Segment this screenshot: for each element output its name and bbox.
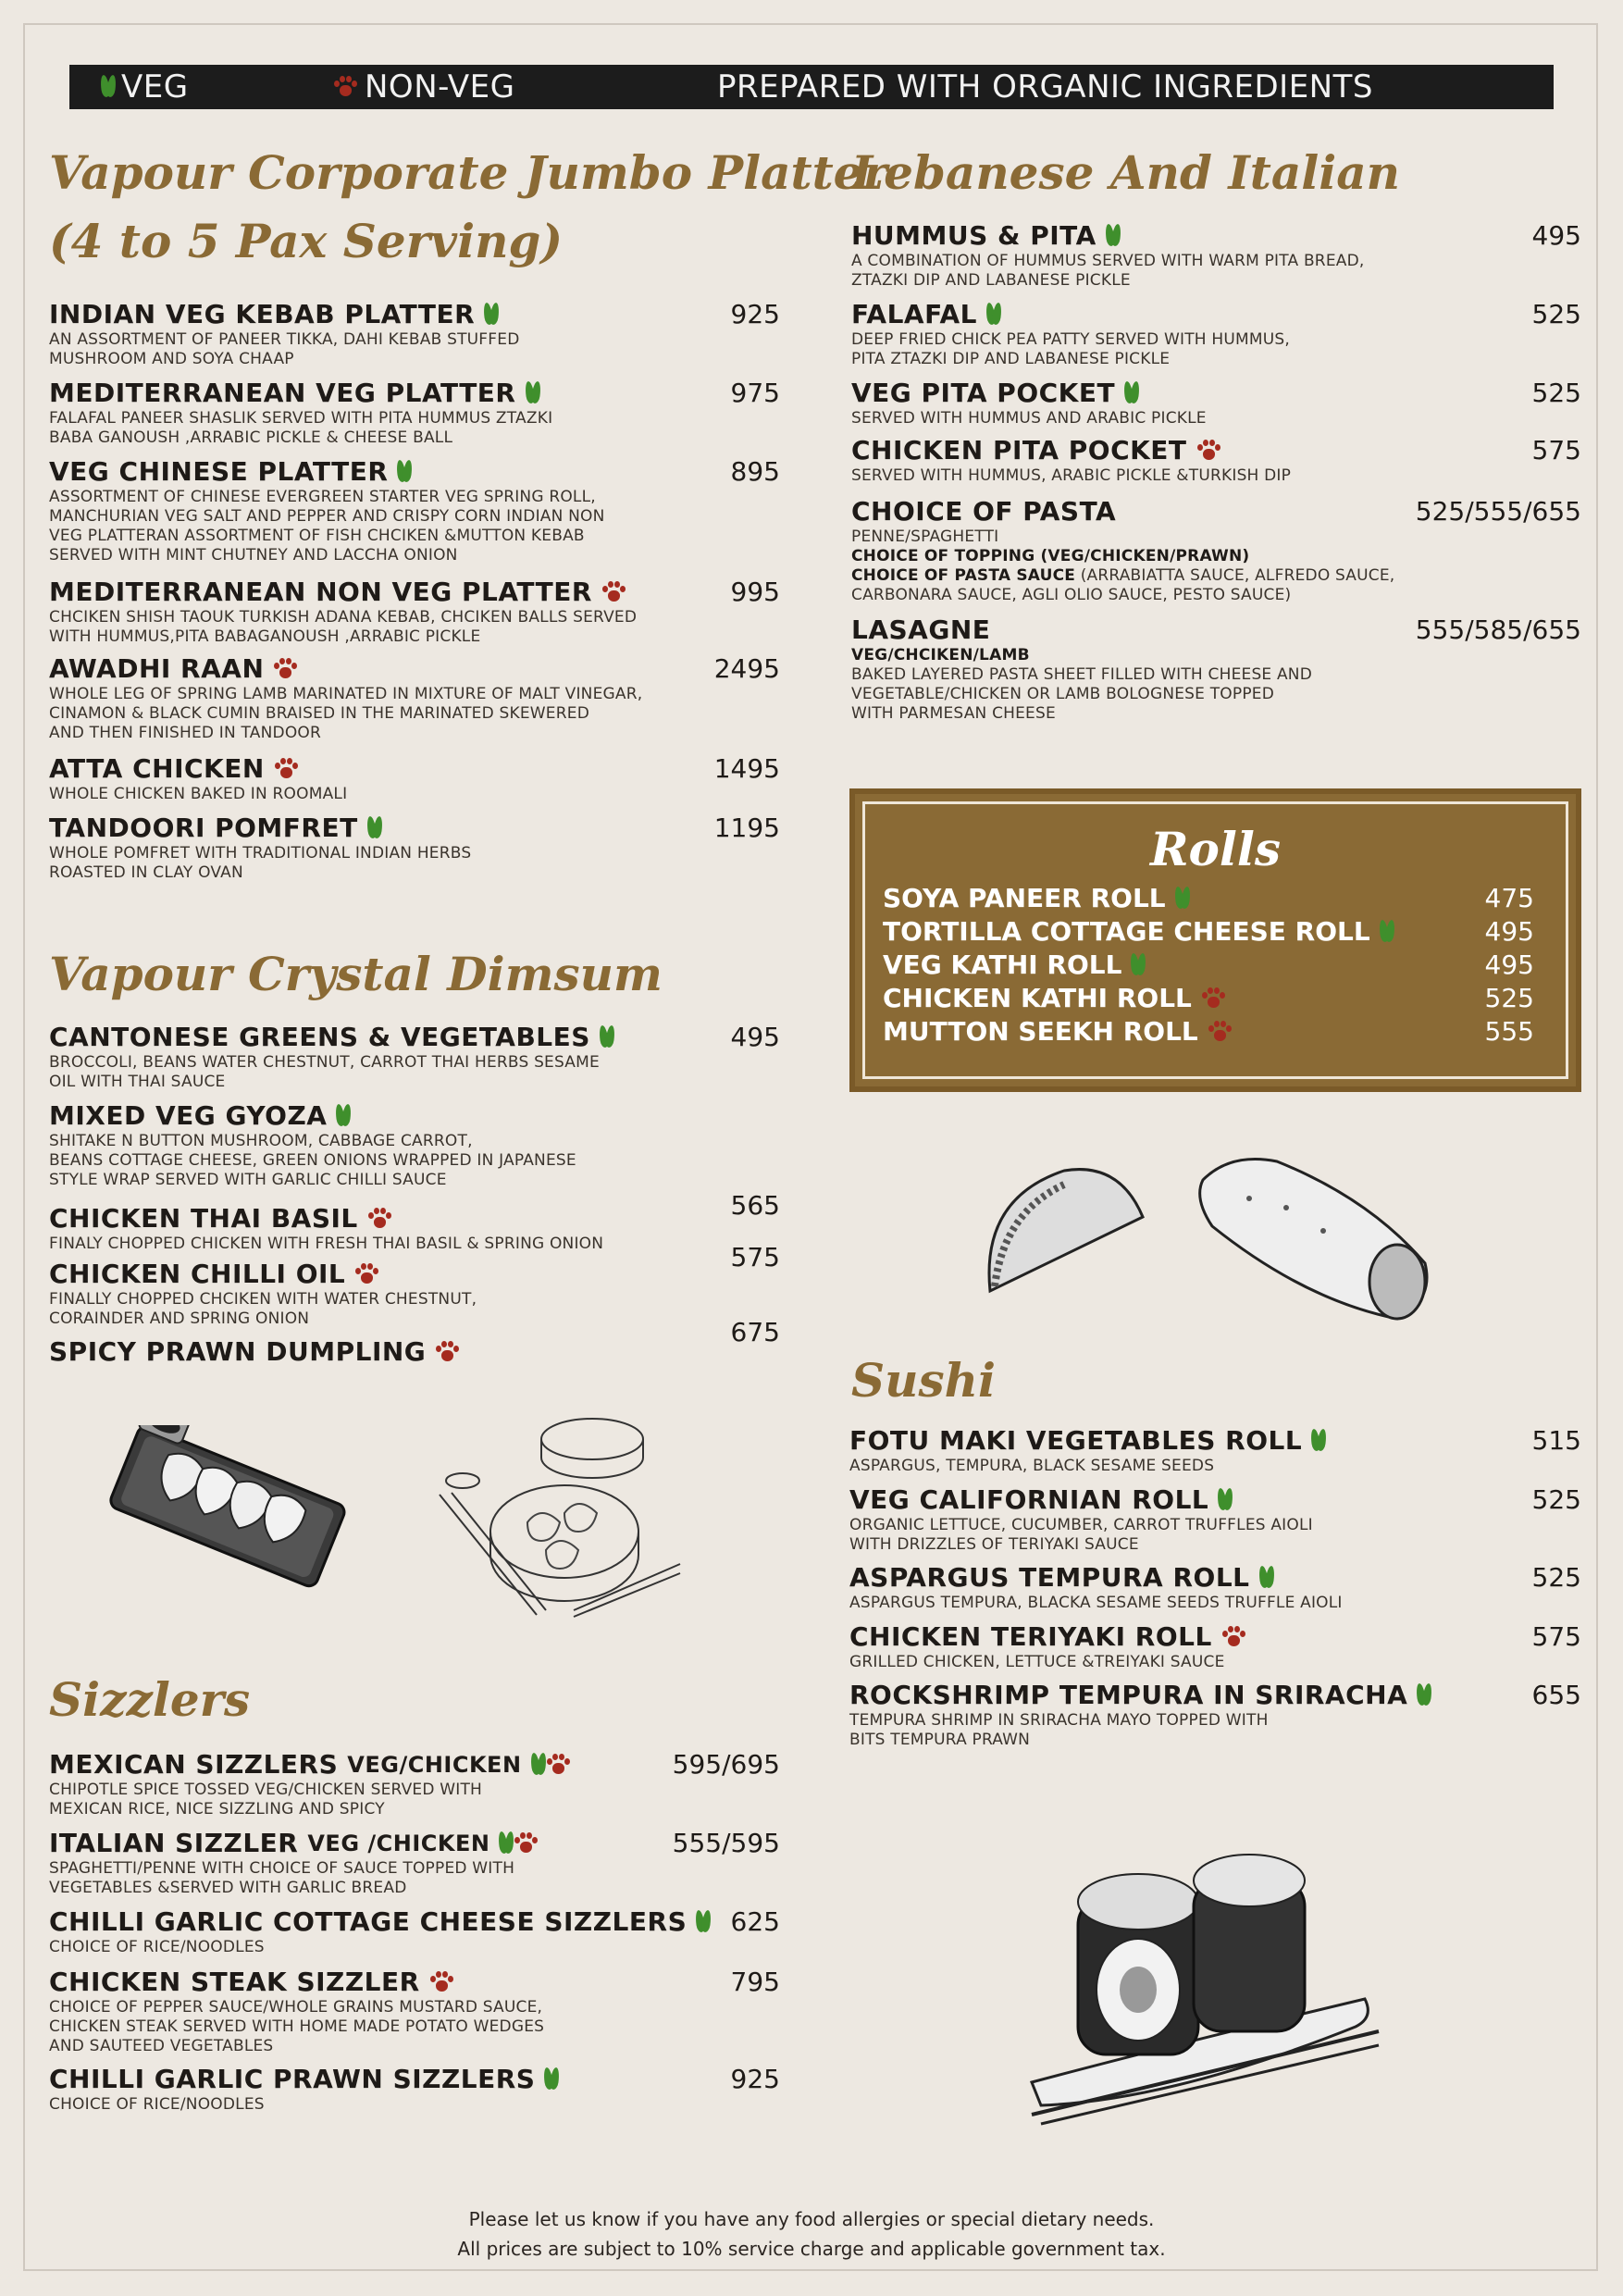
veg-leaf-icon xyxy=(526,381,539,405)
veg-leaf-icon xyxy=(367,816,380,840)
legend-bar xyxy=(69,65,1554,109)
item-description: CHICKEN STEAK SERVED WITH HOME MADE POTATO WEDGES xyxy=(49,2017,545,2036)
roll-row xyxy=(883,983,1534,1016)
veg-leaf-icon xyxy=(1106,224,1119,248)
footer-allergy-note: Please let us know if you have any food allergies or special dietary needs. xyxy=(468,2208,1155,2230)
item-name-text: CANTONESE GREENS & VEGETABLES xyxy=(49,1022,590,1052)
lebanese-title: Lebanese And Italian xyxy=(851,145,1400,200)
veg-leaf-icon xyxy=(1380,920,1393,944)
item-description: SHITAKE N BUTTON MUSHROOM, CABBAGE CARROT, xyxy=(49,1132,473,1150)
item-price: 675 xyxy=(730,1317,780,1347)
item-name xyxy=(49,378,552,409)
item-price: 995 xyxy=(730,577,780,607)
item-description: SERVED WITH MINT CHUTNEY AND LACCHA ONION xyxy=(49,546,458,565)
menu-item xyxy=(849,1484,1313,1555)
veg-leaf-icon xyxy=(600,1025,613,1049)
item-name xyxy=(49,577,637,608)
item-description: VEG PLATTERAN ASSORTMENT OF FISH CHCIKEN &MUTTON KEBAB xyxy=(49,527,585,545)
item-name-text: FALAFAL xyxy=(851,299,978,329)
nonveg-paw-icon xyxy=(1196,439,1220,463)
item-name-text: MIXED VEG GYOZA xyxy=(49,1100,328,1131)
item-name xyxy=(49,813,471,844)
jumbo-title-line1: Vapour Corporate Jumbo Platter xyxy=(49,145,887,200)
item-name-text: VEG PITA POCKET xyxy=(851,378,1116,408)
roll-price: 475 xyxy=(1484,883,1534,913)
menu-item xyxy=(49,299,520,369)
nonveg-paw-icon xyxy=(546,1753,570,1777)
item-description: BAKED LAYERED PASTA SHEET FILLED WITH CHEESE AND xyxy=(851,665,1313,684)
item-name-text: VEG CHINESE PLATTER xyxy=(49,456,389,487)
dimsum-basket-illustration xyxy=(435,1402,685,1624)
item-price: 595/695 xyxy=(672,1749,780,1780)
menu-item xyxy=(851,435,1291,486)
item-price: 625 xyxy=(730,1906,780,1937)
item-description: CHOICE OF RICE/NOODLES xyxy=(49,2095,265,2114)
menu-item xyxy=(849,1621,1245,1672)
roll-name-text: VEG KATHI ROLL xyxy=(883,949,1122,980)
tagline xyxy=(717,68,1373,105)
item-variant: VEG/CHCIKEN/LAMB xyxy=(851,646,1030,664)
item-name-text: CHILLI GARLIC PRAWN SIZZLERS xyxy=(49,2064,536,2094)
item-description: ZTAZKI DIP AND LABANESE PICKLE xyxy=(851,271,1131,290)
item-price: 925 xyxy=(730,299,780,329)
menu-item xyxy=(849,1680,1430,1750)
item-name-text: LASAGNE xyxy=(851,614,991,645)
nonveg-paw-icon xyxy=(429,1970,453,1994)
item-price: 555/585/655 xyxy=(1415,614,1581,645)
item-description: A COMBINATION OF HUMMUS SERVED WITH WARM PITA BREAD, xyxy=(851,252,1365,270)
item-name xyxy=(849,1562,1343,1594)
item-name xyxy=(49,1259,477,1290)
item-description: GRILLED CHICKEN, LETTUCE &TREIYAKI SAUCE xyxy=(849,1653,1225,1671)
item-name-text: MEDITERRANEAN NON VEG PLATTER xyxy=(49,577,592,607)
item-name-text: CHILLI GARLIC COTTAGE CHEESE SIZZLERS xyxy=(49,1906,688,1937)
item-name-text: CHICKEN STEAK SIZZLER xyxy=(49,1967,420,1997)
item-price: 575 xyxy=(1531,435,1581,465)
veg-leaf-icon xyxy=(336,1104,349,1128)
item-price: 2495 xyxy=(713,653,780,684)
item-sauce-text: (ARRABIATTA SAUCE, ALFREDO SAUCE, xyxy=(1075,566,1395,585)
item-name xyxy=(851,378,1207,409)
roll-name-text: MUTTON SEEKH ROLL xyxy=(883,1016,1198,1047)
item-description: FINALY CHOPPED CHICKEN WITH FRESH THAI BASIL & SPRING ONION xyxy=(49,1235,604,1253)
item-variant: VEG /CHICKEN xyxy=(307,1831,490,1856)
menu-item xyxy=(851,496,1394,605)
roll-row xyxy=(883,949,1534,983)
nonveg-paw-icon xyxy=(273,657,297,681)
rolls-box xyxy=(849,788,1581,1092)
item-name xyxy=(49,1749,570,1781)
veg-leaf-icon xyxy=(484,303,497,327)
veg-leaf-icon xyxy=(531,1753,544,1777)
menu-item xyxy=(49,577,637,647)
item-price: 525 xyxy=(1531,1562,1581,1593)
sizzlers-title: Sizzlers xyxy=(49,1672,251,1727)
item-description: BITS TEMPURA PRAWN xyxy=(849,1731,1031,1749)
item-price: 1495 xyxy=(713,753,780,784)
sushi-title: Sushi xyxy=(851,1353,996,1408)
menu-item xyxy=(49,1749,570,1819)
tagline-text: PREPARED WITH ORGANIC INGREDIENTS xyxy=(717,68,1373,105)
item-name-text: INDIAN VEG KEBAB PLATTER xyxy=(49,299,476,329)
item-name xyxy=(49,753,347,785)
item-name xyxy=(49,1336,459,1368)
item-name-text: MEDITERRANEAN VEG PLATTER xyxy=(49,378,516,408)
item-name-text: ITALIAN SIZZLER xyxy=(49,1828,299,1858)
item-description: WITH PARMESAN CHEESE xyxy=(851,704,1056,723)
item-name-text: MEXICAN SIZZLERS xyxy=(49,1749,339,1780)
item-description: FALAFAL PANEER SHASLIK SERVED WITH PITA HUMMUS ZTAZKI xyxy=(49,409,553,428)
veg-leaf-icon xyxy=(544,2067,557,2091)
item-description: VEGETABLES &SERVED WITH GARLIC BREAD xyxy=(49,1879,407,1897)
item-price: 525 xyxy=(1531,1484,1581,1515)
gyoza-plate-illustration xyxy=(88,1425,365,1592)
item-name xyxy=(849,1425,1324,1457)
item-description: AN ASSORTMENT OF PANEER TIKKA, DAHI KEBAB STUFFED xyxy=(49,330,520,349)
item-name xyxy=(49,1906,709,1938)
item-description: WITH HUMMUS,PITA BABAGANOUSH ,ARRABIC PICKLE xyxy=(49,627,481,646)
item-price: 495 xyxy=(730,1022,780,1052)
roll-name xyxy=(883,1016,1534,1047)
item-option: CHOICE OF TOPPING (VEG/CHICKEN/PRAWN) xyxy=(851,547,1250,565)
menu-item xyxy=(851,614,1312,724)
veg-leaf-icon xyxy=(1124,381,1137,405)
item-name xyxy=(49,653,642,685)
item-name xyxy=(851,299,1290,330)
nonveg-paw-icon xyxy=(367,1207,391,1231)
roll-name-text: CHICKEN KATHI ROLL xyxy=(883,983,1192,1013)
nonveg-paw-icon xyxy=(1201,987,1225,1011)
item-description: CHOICE OF RICE/NOODLES xyxy=(49,1938,265,1956)
veg-leaf-icon xyxy=(1175,887,1188,911)
item-name xyxy=(851,220,1364,252)
menu-item xyxy=(49,1906,709,1957)
item-name-text: ATTA CHICKEN xyxy=(49,753,265,784)
item-description: MANCHURIAN VEG SALT AND PEPPER AND CRISPY CORN INDIAN NON xyxy=(49,507,605,526)
item-description: PENNE/SPAGHETTI xyxy=(851,527,999,546)
roll-price: 525 xyxy=(1484,983,1534,1013)
item-description: TEMPURA SHRIMP IN SRIRACHA MAYO TOPPED WITH xyxy=(849,1711,1269,1730)
roll-name-text: SOYA PANEER ROLL xyxy=(883,883,1166,913)
item-price: 795 xyxy=(730,1967,780,1997)
menu-item xyxy=(851,299,1290,369)
nonveg-paw-icon xyxy=(601,580,626,604)
menu-item xyxy=(49,1100,576,1190)
menu-item xyxy=(49,1828,538,1898)
veg-legend-label: VEG xyxy=(121,68,189,105)
roll-name xyxy=(883,983,1534,1013)
roll-price: 555 xyxy=(1484,1016,1534,1047)
item-description: ROASTED IN CLAY OVAN xyxy=(49,863,243,882)
item-price: 575 xyxy=(1531,1621,1581,1652)
taco-wrap-illustration xyxy=(972,1143,1481,1337)
footer-tax-note: All prices are subject to 10% service charge and applicable government tax. xyxy=(457,2238,1166,2260)
menu-item xyxy=(49,2064,557,2115)
item-description: MEXICAN RICE, NICE SIZZLING AND SPICY xyxy=(49,1800,385,1818)
item-name-text: CHOICE OF PASTA xyxy=(851,496,1117,527)
nonveg-paw-icon xyxy=(274,757,298,781)
menu-item xyxy=(49,753,347,804)
nonveg-paw-icon xyxy=(354,1262,378,1286)
item-description: OIL WITH THAI SAUCE xyxy=(49,1073,226,1091)
item-description: CORAINDER AND SPRING ONION xyxy=(49,1309,310,1328)
item-description: MUSHROOM AND SOYA CHAAP xyxy=(49,350,294,368)
item-description: BEANS COTTAGE CHEESE, GREEN ONIONS WRAPPED IN JAPANESE xyxy=(49,1151,576,1170)
item-name xyxy=(49,1967,544,1998)
roll-row xyxy=(883,916,1534,949)
item-price: 975 xyxy=(730,378,780,408)
item-name xyxy=(49,299,520,330)
item-price: 525 xyxy=(1531,299,1581,329)
veg-leaf-icon xyxy=(1218,1488,1231,1512)
item-name xyxy=(851,435,1291,466)
item-description: CHOICE OF PEPPER SAUCE/WHOLE GRAINS MUSTARD SAUCE, xyxy=(49,1998,543,2017)
item-description: CHIPOTLE SPICE TOSSED VEG/CHICKEN SERVED WITH xyxy=(49,1781,483,1799)
item-name xyxy=(849,1621,1245,1653)
menu-item xyxy=(849,1562,1343,1613)
item-name-text: ROCKSHRIMP TEMPURA IN SRIRACHA xyxy=(849,1680,1408,1710)
item-description: ASSORTMENT OF CHINESE EVERGREEN STARTER VEG SPRING ROLL, xyxy=(49,488,596,506)
item-description: SPAGHETTI/PENNE WITH CHOICE OF SAUCE TOPPED WITH xyxy=(49,1859,515,1878)
item-description: ASPARGUS TEMPURA, BLACKA SESAME SEEDS TRUFFLE AIOLI xyxy=(849,1594,1343,1612)
item-name xyxy=(851,496,1394,527)
item-description: WHOLE LEG OF SPRING LAMB MARINATED IN MIXTURE OF MALT VINEGAR, xyxy=(49,685,643,703)
item-description: WHOLE CHICKEN BAKED IN ROOMALI xyxy=(49,785,348,803)
menu-item xyxy=(49,456,605,565)
item-price: 515 xyxy=(1531,1425,1581,1456)
item-sauce-text-cont: CARBONARA SAUCE, AGLI OLIO SAUCE, PESTO SAUCE) xyxy=(851,586,1292,604)
item-name xyxy=(49,1100,576,1132)
item-description: FINALLY CHOPPED CHCIKEN WITH WATER CHESTNUT, xyxy=(49,1290,477,1309)
item-sauce-label: CHOICE OF PASTA SAUCE xyxy=(851,566,1076,585)
item-price: 655 xyxy=(1531,1680,1581,1710)
item-name xyxy=(849,1484,1313,1516)
veg-leaf-icon xyxy=(1311,1429,1324,1453)
roll-price: 495 xyxy=(1484,916,1534,947)
item-name xyxy=(849,1680,1430,1711)
item-price: 565 xyxy=(730,1190,780,1221)
nonveg-paw-icon xyxy=(1221,1625,1245,1649)
rolls-title: Rolls xyxy=(1149,822,1282,876)
veg-legend xyxy=(101,68,189,105)
menu-item xyxy=(49,653,642,743)
item-price: 1195 xyxy=(713,813,780,843)
item-name xyxy=(851,614,1312,646)
veg-leaf-icon xyxy=(986,303,999,327)
item-name-text: CHICKEN PITA POCKET xyxy=(851,435,1187,465)
menu-item xyxy=(49,1967,544,2056)
item-price: 575 xyxy=(730,1242,780,1272)
item-name-text: AWADHI RAAN xyxy=(49,653,265,684)
menu-item xyxy=(49,813,471,883)
menu-item xyxy=(851,378,1207,428)
item-name-text: HUMMUS & PITA xyxy=(851,220,1096,251)
item-description: AND THEN FINISHED IN TANDOOR xyxy=(49,724,322,742)
item-description: BROCCOLI, BEANS WATER CHESTNUT, CARROT THAI HERBS SESAME xyxy=(49,1053,600,1072)
veg-leaf-icon xyxy=(696,1910,709,1934)
item-name-text: CHICKEN TERIYAKI ROLL xyxy=(849,1621,1212,1652)
item-name-text: TANDOORI POMFRET xyxy=(49,813,358,843)
item-description: PITA ZTAZKI DIP AND LABANESE PICKLE xyxy=(851,350,1171,368)
item-price: 555/595 xyxy=(672,1828,780,1858)
item-name-text: CHICKEN THAI BASIL xyxy=(49,1203,358,1234)
item-name xyxy=(49,1828,538,1859)
roll-name xyxy=(883,883,1534,913)
item-name-text: SPICY PRAWN DUMPLING xyxy=(49,1336,427,1367)
item-description: DEEP FRIED CHICK PEA PATTY SERVED WITH HUMMUS, xyxy=(851,330,1290,349)
nonveg-legend xyxy=(333,68,515,105)
veg-leaf-icon xyxy=(1259,1566,1272,1590)
jumbo-title-line2: (4 to 5 Pax Serving) xyxy=(49,214,564,268)
veg-leaf-icon xyxy=(101,75,114,99)
item-description: BABA GANOUSH ,ARRABIC PICKLE & CHEESE BALL xyxy=(49,428,453,447)
dimsum-title: Vapour Crystal Dimsum xyxy=(49,947,663,1001)
item-name xyxy=(49,456,605,488)
item-description: VEGETABLE/CHICKEN OR LAMB BOLOGNESE TOPPED xyxy=(851,685,1275,703)
sushi-illustration xyxy=(1022,1814,1383,2128)
nonveg-legend-label: NON-VEG xyxy=(365,68,515,105)
item-name xyxy=(49,1203,603,1235)
menu-item xyxy=(49,1259,477,1329)
veg-leaf-icon xyxy=(1417,1683,1430,1707)
roll-name xyxy=(883,949,1534,980)
item-price: 525 xyxy=(1531,378,1581,408)
veg-leaf-icon xyxy=(397,460,410,484)
roll-row xyxy=(883,883,1534,916)
item-name-text: FOTU MAKI VEGETABLES ROLL xyxy=(849,1425,1303,1456)
menu-item xyxy=(49,1203,603,1254)
item-description: AND SAUTEED VEGETABLES xyxy=(49,2037,274,2055)
menu-item xyxy=(849,1425,1324,1476)
roll-name xyxy=(883,916,1534,947)
roll-price: 495 xyxy=(1484,949,1534,980)
menu-item xyxy=(49,1022,613,1092)
item-price: 925 xyxy=(730,2064,780,2094)
item-name-text: VEG CALIFORNIAN ROLL xyxy=(849,1484,1209,1515)
item-name-text: CHICKEN CHILLI OIL xyxy=(49,1259,346,1289)
roll-row xyxy=(883,1016,1534,1049)
item-name xyxy=(49,2064,557,2095)
item-price: 495 xyxy=(1531,220,1581,251)
item-price: 895 xyxy=(730,456,780,487)
item-name-text: ASPARGUS TEMPURA ROLL xyxy=(849,1562,1250,1593)
menu-item xyxy=(851,220,1364,291)
veg-leaf-icon xyxy=(499,1831,512,1855)
roll-name-text: TORTILLA COTTAGE CHEESE ROLL xyxy=(883,916,1370,947)
item-description: WHOLE POMFRET WITH TRADITIONAL INDIAN HERBS xyxy=(49,844,472,863)
item-description: ASPARGUS, TEMPURA, BLACK SESAME SEEDS xyxy=(849,1457,1215,1475)
item-description: WITH DRIZZLES OF TERIYAKI SAUCE xyxy=(849,1535,1139,1554)
item-description: SERVED WITH HUMMUS AND ARABIC PICKLE xyxy=(851,409,1207,428)
item-description: CHCIKEN SHISH TAOUK TURKISH ADANA KEBAB, CHCIKEN BALLS SERVED xyxy=(49,608,638,627)
item-name xyxy=(49,1022,613,1053)
item-description: ORGANIC LETTUCE, CUCUMBER, CARROT TRUFFLES AIOLI xyxy=(849,1516,1313,1534)
item-description: STYLE WRAP SERVED WITH GARLIC CHILLI SAUCE xyxy=(49,1171,447,1189)
item-sauce-options xyxy=(851,566,1394,586)
nonveg-paw-icon xyxy=(333,75,357,99)
menu-item xyxy=(49,1336,459,1368)
nonveg-paw-icon xyxy=(1208,1020,1232,1044)
nonveg-paw-icon xyxy=(435,1340,459,1364)
nonveg-paw-icon xyxy=(514,1831,538,1855)
item-description: SERVED WITH HUMMUS, ARABIC PICKLE &TURKISH DIP xyxy=(851,466,1292,485)
item-price: 525/555/655 xyxy=(1415,496,1581,527)
item-description: CINAMON & BLACK CUMIN BRAISED IN THE MARINATED SKEWERED xyxy=(49,704,589,723)
item-variant: VEG/CHICKEN xyxy=(347,1752,522,1778)
veg-leaf-icon xyxy=(1131,953,1144,977)
menu-item xyxy=(49,378,552,448)
